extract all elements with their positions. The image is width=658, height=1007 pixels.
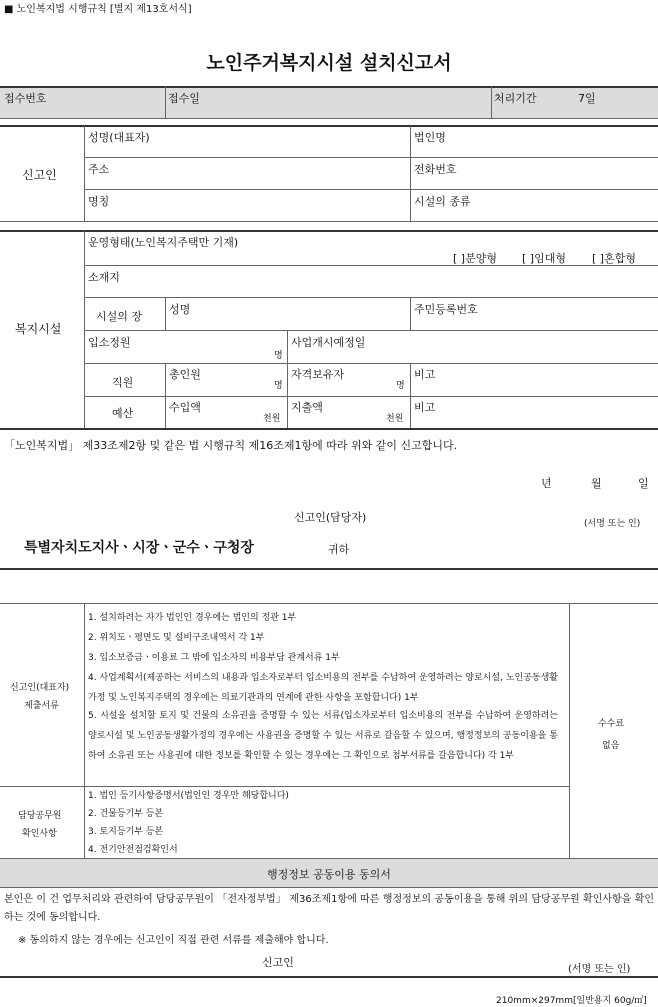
official-check-label-1: 담당공무원 [18, 811, 62, 821]
head-id-field[interactable]: 주민등록번호 [414, 303, 478, 316]
consent-signature-field[interactable]: (서명 또는 인) [568, 964, 631, 975]
form-reference: ■ 노인복지법 시행규칙 [별지 제13호서식] [4, 4, 192, 15]
staff-certified-field[interactable]: 자격보유자 [291, 368, 345, 381]
expense-unit: 천원 [386, 414, 404, 424]
reporter-section-label: 신고인 [22, 168, 57, 182]
submit-doc-item: 1. 설치하려는 자가 법인인 경우에는 법인의 정관 1부 [88, 613, 297, 623]
fee-value: 없음 [602, 741, 620, 751]
declaration-statement: 「노인복지법」 제33조제2항 및 같은 법 시행규칙 제16조제1항에 따라 위와 같이 신고합니다. [4, 439, 458, 452]
receipt-date-label: 접수일 [168, 92, 200, 105]
operation-type-rent-checkbox[interactable]: [ ]임대형 [522, 252, 566, 265]
page-title: 노인주거복지시설 설치신고서 [206, 52, 452, 74]
budget-label: 예산 [112, 407, 134, 420]
reporter-name-field[interactable]: 성명(대표자) [88, 131, 150, 144]
official-check-item: 2. 건물등기부 등본 [88, 809, 164, 819]
start-date-field[interactable]: 사업개시예정일 [291, 336, 366, 349]
phone-field[interactable]: 전화번호 [414, 163, 457, 176]
submit-doc-item: 2. 위치도ㆍ평면도 및 설비구조내역서 각 1부 [88, 633, 265, 643]
operation-type-label: 운영형태(노인복지주택만 기재) [88, 236, 239, 249]
facility-section-label: 복지시설 [15, 322, 62, 336]
official-check-item: 4. 전기안전점검확인서 [88, 845, 178, 855]
submit-docs-label-1: 신고인(대표자) [10, 683, 70, 693]
facility-head-label: 시설의 장 [96, 310, 143, 323]
capacity-field[interactable]: 입소정원 [88, 336, 131, 349]
income-unit: 천원 [263, 414, 281, 424]
official-check-item: 1. 법인 등기사항증명서(법인인 경우만 해당합니다) [88, 791, 289, 801]
fee-label: 수수료 [598, 719, 625, 729]
operation-type-mixed-checkbox[interactable]: [ ]혼합형 [592, 252, 636, 265]
consent-body: 본인은 이 건 업무처리와 관련하여 담당공무원이 「전자정부법」 제36조제1항에 따른 행정정보의 공동이용을 통해 위의 담당공무원 확인사항을 확인하는 것에 동의합니다. [4, 894, 654, 923]
date-year[interactable]: 년 [541, 477, 552, 490]
income-field[interactable]: 수입액 [169, 401, 201, 414]
honorific-label: 귀하 [328, 543, 350, 556]
staff-label: 직원 [112, 376, 134, 389]
facility-type-field[interactable]: 시설의 종류 [414, 195, 471, 208]
date-month[interactable]: 월 [591, 477, 602, 490]
expense-field[interactable]: 지출액 [291, 401, 323, 414]
staff-certified-unit: 명 [396, 381, 405, 391]
official-check-item: 3. 토지등기부 등본 [88, 827, 164, 837]
consent-signer-label: 신고인 [262, 956, 294, 969]
submit-docs-label-2: 제출서류 [24, 701, 59, 711]
signer-label: 신고인(담당자) [294, 511, 367, 524]
operation-type-sale-checkbox[interactable]: [ ]분양형 [453, 252, 497, 265]
submit-doc-item: 4. 사업계획서(제공하는 서비스의 내용과 입소자로부터 입소비용의 전부를 수납하여 운영하려는 양로시설, 노인공동생활가정 및 노인복지주택의 경우에는 의료기관과의 연계에 관한 사항을 포함합니다) 1부 [88, 673, 558, 703]
recipient-label: 특별자치도지사ㆍ시장ㆍ군수ㆍ구청장 [24, 540, 254, 556]
staff-total-field[interactable]: 총인원 [169, 368, 201, 381]
submit-doc-item: 5. 시설을 설치할 토지 및 건물의 소유권을 증명할 수 있는 서류(입소자로부터 입소비용의 전부를 수납하여 운영하려는 양로시설 및 노인공동생활가정의 경우에는 사용권을 증명할 수 있는 서류로 갈음할 수 있으며, 행정정보의 공동이용을 통하여 소유권 또는 사용권에 대한 정보를 확인할 수 있는 경우에는 그 확인으로 첨부서류를 갈음합니다) 각 1부 [88, 711, 558, 761]
staff-note-field[interactable]: 비고 [414, 368, 436, 381]
processing-period-label: 처리기간 [494, 92, 537, 105]
budget-note-field[interactable]: 비고 [414, 401, 436, 414]
staff-total-unit: 명 [274, 381, 283, 391]
consent-title: 행정정보 공동이용 동의서 [267, 868, 391, 881]
date-day[interactable]: 일 [638, 477, 649, 490]
receipt-bar [0, 86, 658, 118]
facility-title-field[interactable]: 명칭 [88, 195, 110, 208]
receipt-number-label: 접수번호 [4, 92, 47, 105]
corporation-name-field[interactable]: 법인명 [414, 131, 446, 144]
signature-field[interactable]: (서명 또는 인) [584, 519, 641, 529]
paper-spec: 210mm×297mm[일반용지 60g/㎡] [496, 996, 647, 1006]
consent-note: ※ 동의하지 않는 경우에는 신고인이 직접 관련 서류를 제출해야 합니다. [18, 935, 329, 946]
submit-doc-item: 3. 입소보증금ㆍ이용료 그 밖에 입소자의 비용부담 관계서류 1부 [88, 653, 340, 663]
location-field[interactable]: 소재지 [88, 271, 120, 284]
head-name-field[interactable]: 성명 [169, 303, 191, 316]
address-field[interactable]: 주소 [88, 163, 110, 176]
official-check-label-2: 확인사항 [22, 829, 57, 839]
processing-period-value: 7일 [578, 92, 596, 105]
capacity-unit: 명 [274, 351, 283, 361]
